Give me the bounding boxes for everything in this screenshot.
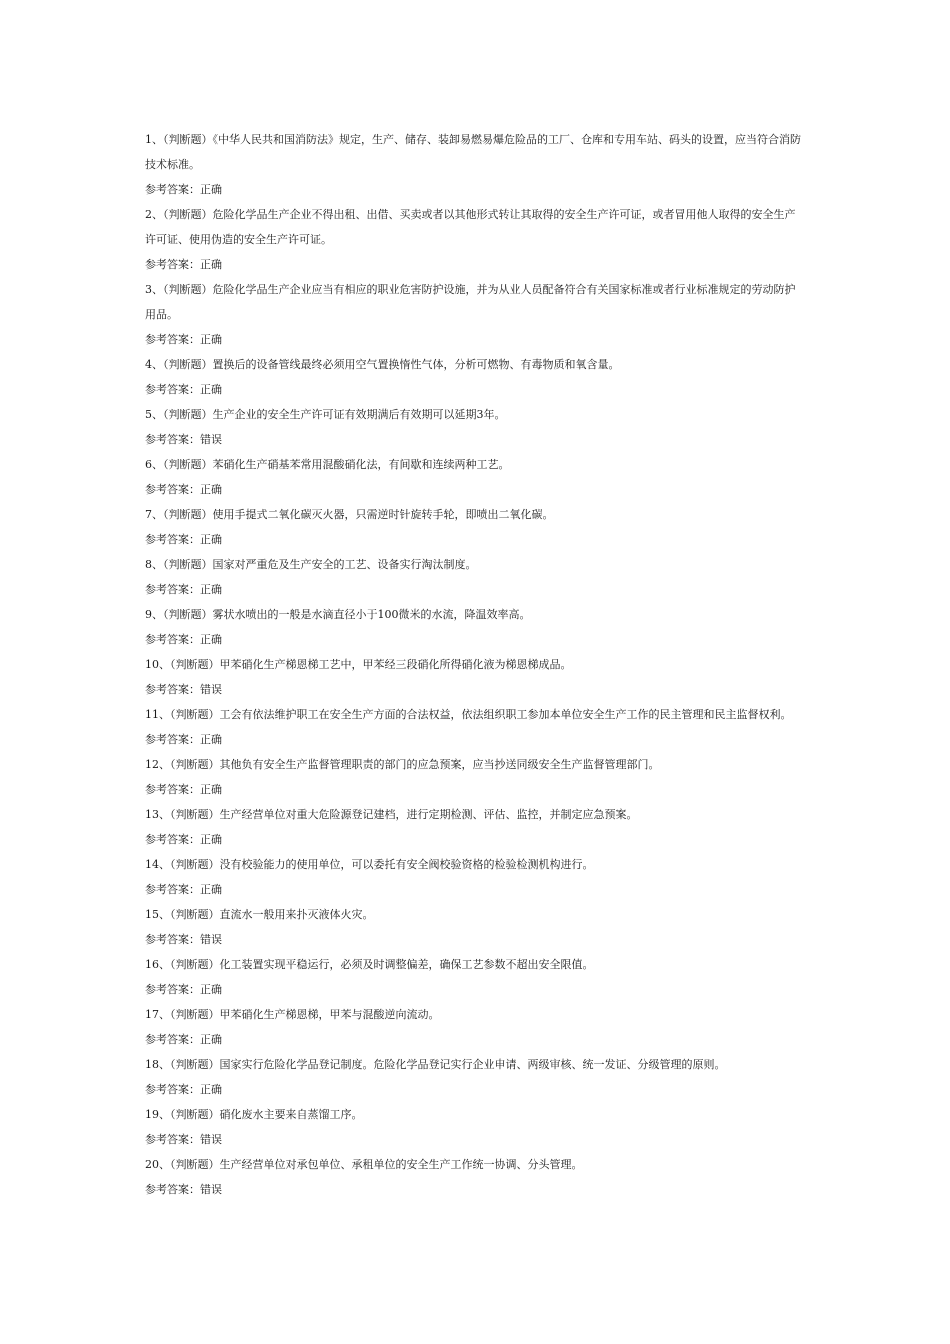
answer-value: 正确 (200, 983, 222, 996)
answer-value: 正确 (200, 483, 222, 496)
answer-label: 参考答案： (145, 983, 200, 996)
question-text: 危险化学品生产企业不得出租、出借、买卖或者以其他形式转让其取得的安全生产许可证，或者冒用他人取得的安全生产许可证、使用伪造的安全生产许可证。 (145, 208, 796, 246)
answer-label: 参考答案： (145, 733, 200, 746)
answer-value: 正确 (200, 183, 222, 196)
question-number: 10 (145, 658, 159, 671)
question-text: 国家对严重危及生产安全的工艺、设备实行淘汰制度。 (212, 558, 477, 571)
question-text: 苯硝化生产硝基苯常用混酸硝化法，有间歇和连续两种工艺。 (212, 458, 510, 471)
question-number: 4 (145, 358, 152, 371)
question-text: 化工装置实现平稳运行，必须及时调整偏差，确保工艺参数不超出安全限值。 (219, 958, 594, 971)
question-separator: 、 (159, 1058, 170, 1071)
question-item (145, 277, 805, 327)
question-type: （判断题） (163, 458, 213, 471)
question-number: 7 (145, 508, 152, 521)
question-type: （判断题） (163, 133, 213, 146)
question-separator: 、 (152, 283, 163, 296)
answer-label: 参考答案： (145, 483, 200, 496)
question-number: 5 (145, 408, 152, 421)
question-type: （判断题） (170, 808, 220, 821)
question-separator: 、 (152, 508, 163, 521)
question-item (145, 202, 805, 252)
answer-line (145, 977, 805, 1002)
answer-value: 正确 (200, 333, 222, 346)
question-item (145, 127, 805, 177)
answer-value: 正确 (200, 1083, 222, 1096)
question-separator: 、 (152, 208, 163, 221)
answer-label: 参考答案： (145, 533, 200, 546)
answer-line (145, 252, 805, 277)
question-type: （判断题） (170, 958, 220, 971)
answer-line (145, 1027, 805, 1052)
question-number: 14 (145, 858, 159, 871)
answer-line (145, 527, 805, 552)
question-list (145, 127, 805, 1202)
question-number: 20 (145, 1158, 159, 1171)
question-separator: 、 (159, 758, 170, 771)
answer-value: 正确 (200, 383, 222, 396)
answer-label: 参考答案： (145, 258, 200, 271)
answer-label: 参考答案： (145, 1183, 200, 1196)
answer-line (145, 777, 805, 802)
question-separator: 、 (159, 658, 170, 671)
question-number: 2 (145, 208, 152, 221)
answer-value: 错误 (200, 433, 222, 446)
question-item (145, 502, 805, 527)
question-item (145, 702, 805, 727)
question-number: 9 (145, 608, 152, 621)
question-text: 没有校验能力的使用单位，可以委托有安全阀校验资格的检验检测机构进行。 (219, 858, 594, 871)
answer-line (145, 327, 805, 352)
answer-line (145, 1127, 805, 1152)
question-type: （判断题） (170, 658, 220, 671)
question-item (145, 1052, 805, 1077)
question-item (145, 1102, 805, 1127)
answer-value: 正确 (200, 1033, 222, 1046)
question-number: 6 (145, 458, 152, 471)
answer-value: 错误 (200, 933, 222, 946)
question-text: 使用手提式二氧化碳灭火器，只需逆时针旋转手轮，即喷出二氧化碳。 (212, 508, 554, 521)
answer-label: 参考答案： (145, 1033, 200, 1046)
answer-line (145, 627, 805, 652)
answer-label: 参考答案： (145, 683, 200, 696)
answer-line (145, 927, 805, 952)
question-separator: 、 (159, 908, 170, 921)
answer-label: 参考答案： (145, 633, 200, 646)
question-type: （判断题） (170, 858, 220, 871)
question-item (145, 602, 805, 627)
answer-label: 参考答案： (145, 933, 200, 946)
question-item (145, 1152, 805, 1177)
question-type: （判断题） (170, 908, 220, 921)
question-item (145, 402, 805, 427)
question-text: 生产经营单位对承包单位、承租单位的安全生产工作统一协调、分头管理。 (219, 1158, 583, 1171)
question-type: （判断题） (170, 1108, 220, 1121)
answer-line (145, 377, 805, 402)
question-text: 生产企业的安全生产许可证有效期满后有效期可以延期3年。 (212, 408, 506, 421)
question-item (145, 952, 805, 977)
question-item (145, 352, 805, 377)
question-text: 《中华人民共和国消防法》规定，生产、储存、装卸易燃易爆危险品的工厂、仓库和专用车站、码头的设置，应当符合消防技术标准。 (145, 133, 801, 171)
question-text: 置换后的设备管线最终必须用空气置换惰性气体，分析可燃物、有毒物质和氧含量。 (212, 358, 620, 371)
question-type: （判断题） (163, 608, 213, 621)
question-text: 生产经营单位对重大危险源登记建档，进行定期检测、评估、监控，并制定应急预案。 (219, 808, 638, 821)
question-separator: 、 (152, 608, 163, 621)
answer-value: 正确 (200, 833, 222, 846)
question-number: 19 (145, 1108, 159, 1121)
answer-label: 参考答案： (145, 333, 200, 346)
question-number: 8 (145, 558, 152, 571)
question-text: 雾状水喷出的一般是水滴直径小于100微米的水流，降温效率高。 (212, 608, 531, 621)
question-item (145, 802, 805, 827)
answer-value: 正确 (200, 533, 222, 546)
answer-line (145, 427, 805, 452)
question-item (145, 552, 805, 577)
answer-line (145, 477, 805, 502)
question-item (145, 452, 805, 477)
answer-value: 错误 (200, 683, 222, 696)
answer-line (145, 727, 805, 752)
question-text: 直流水一般用来扑灭液体火灾。 (219, 908, 374, 921)
question-number: 3 (145, 283, 152, 296)
answer-value: 正确 (200, 258, 222, 271)
answer-line (145, 827, 805, 852)
question-type: （判断题） (170, 1058, 220, 1071)
question-separator: 、 (159, 1158, 170, 1171)
answer-label: 参考答案： (145, 433, 200, 446)
answer-value: 正确 (200, 633, 222, 646)
question-number: 11 (145, 708, 159, 721)
answer-line (145, 177, 805, 202)
question-number: 12 (145, 758, 159, 771)
answer-line (145, 1077, 805, 1102)
question-number: 15 (145, 908, 159, 921)
question-type: （判断题） (163, 208, 213, 221)
question-text: 甲苯硝化生产梯恩梯工艺中，甲苯经三段硝化所得硝化液为梯恩梯成品。 (219, 658, 572, 671)
question-type: （判断题） (163, 358, 213, 371)
question-number: 13 (145, 808, 159, 821)
question-separator: 、 (152, 458, 163, 471)
question-text: 其他负有安全生产监督管理职责的部门的应急预案，应当抄送同级安全生产监督管理部门。 (219, 758, 660, 771)
question-separator: 、 (152, 358, 163, 371)
question-separator: 、 (152, 408, 163, 421)
question-text: 工会有依法维护职工在安全生产方面的合法权益，依法组织职工参加本单位安全生产工作的民主管理和民主监督权利。 (219, 708, 792, 721)
question-separator: 、 (159, 708, 170, 721)
question-text: 国家实行危险化学品登记制度。危险化学品登记实行企业申请、两级审核、统一发证、分级管理的原则。 (219, 1058, 726, 1071)
answer-label: 参考答案： (145, 833, 200, 846)
question-number: 1 (145, 133, 152, 146)
answer-label: 参考答案： (145, 383, 200, 396)
answer-value: 正确 (200, 733, 222, 746)
answer-value: 正确 (200, 783, 222, 796)
question-text: 硝化废水主要来自蒸馏工序。 (219, 1108, 363, 1121)
question-type: （判断题） (163, 283, 213, 296)
answer-line (145, 577, 805, 602)
question-type: （判断题） (170, 1008, 220, 1021)
answer-value: 正确 (200, 583, 222, 596)
answer-value: 错误 (200, 1183, 222, 1196)
answer-label: 参考答案： (145, 783, 200, 796)
question-item (145, 752, 805, 777)
question-separator: 、 (152, 133, 163, 146)
question-item (145, 852, 805, 877)
question-type: （判断题） (163, 508, 213, 521)
question-number: 16 (145, 958, 159, 971)
question-separator: 、 (159, 1108, 170, 1121)
question-separator: 、 (159, 958, 170, 971)
question-number: 18 (145, 1058, 159, 1071)
question-text: 甲苯硝化生产梯恩梯，甲苯与混酸逆向流动。 (219, 1008, 440, 1021)
question-separator: 、 (159, 858, 170, 871)
answer-line (145, 877, 805, 902)
question-type: （判断题） (163, 408, 213, 421)
question-item (145, 1002, 805, 1027)
question-number: 17 (145, 1008, 159, 1021)
question-item (145, 902, 805, 927)
question-separator: 、 (159, 1008, 170, 1021)
answer-label: 参考答案： (145, 583, 200, 596)
question-text: 危险化学品生产企业应当有相应的职业危害防护设施，并为从业人员配备符合有关国家标准或者行业标准规定的劳动防护用品。 (145, 283, 796, 321)
answer-label: 参考答案： (145, 1083, 200, 1096)
answer-value: 正确 (200, 883, 222, 896)
question-separator: 、 (159, 808, 170, 821)
answer-label: 参考答案： (145, 1133, 200, 1146)
question-separator: 、 (152, 558, 163, 571)
answer-line (145, 677, 805, 702)
answer-label: 参考答案： (145, 183, 200, 196)
answer-label: 参考答案： (145, 883, 200, 896)
question-type: （判断题） (170, 758, 220, 771)
answer-line (145, 1177, 805, 1202)
question-type: （判断题） (170, 708, 220, 721)
question-type: （判断题） (163, 558, 213, 571)
question-type: （判断题） (170, 1158, 220, 1171)
answer-value: 错误 (200, 1133, 222, 1146)
question-item (145, 652, 805, 677)
